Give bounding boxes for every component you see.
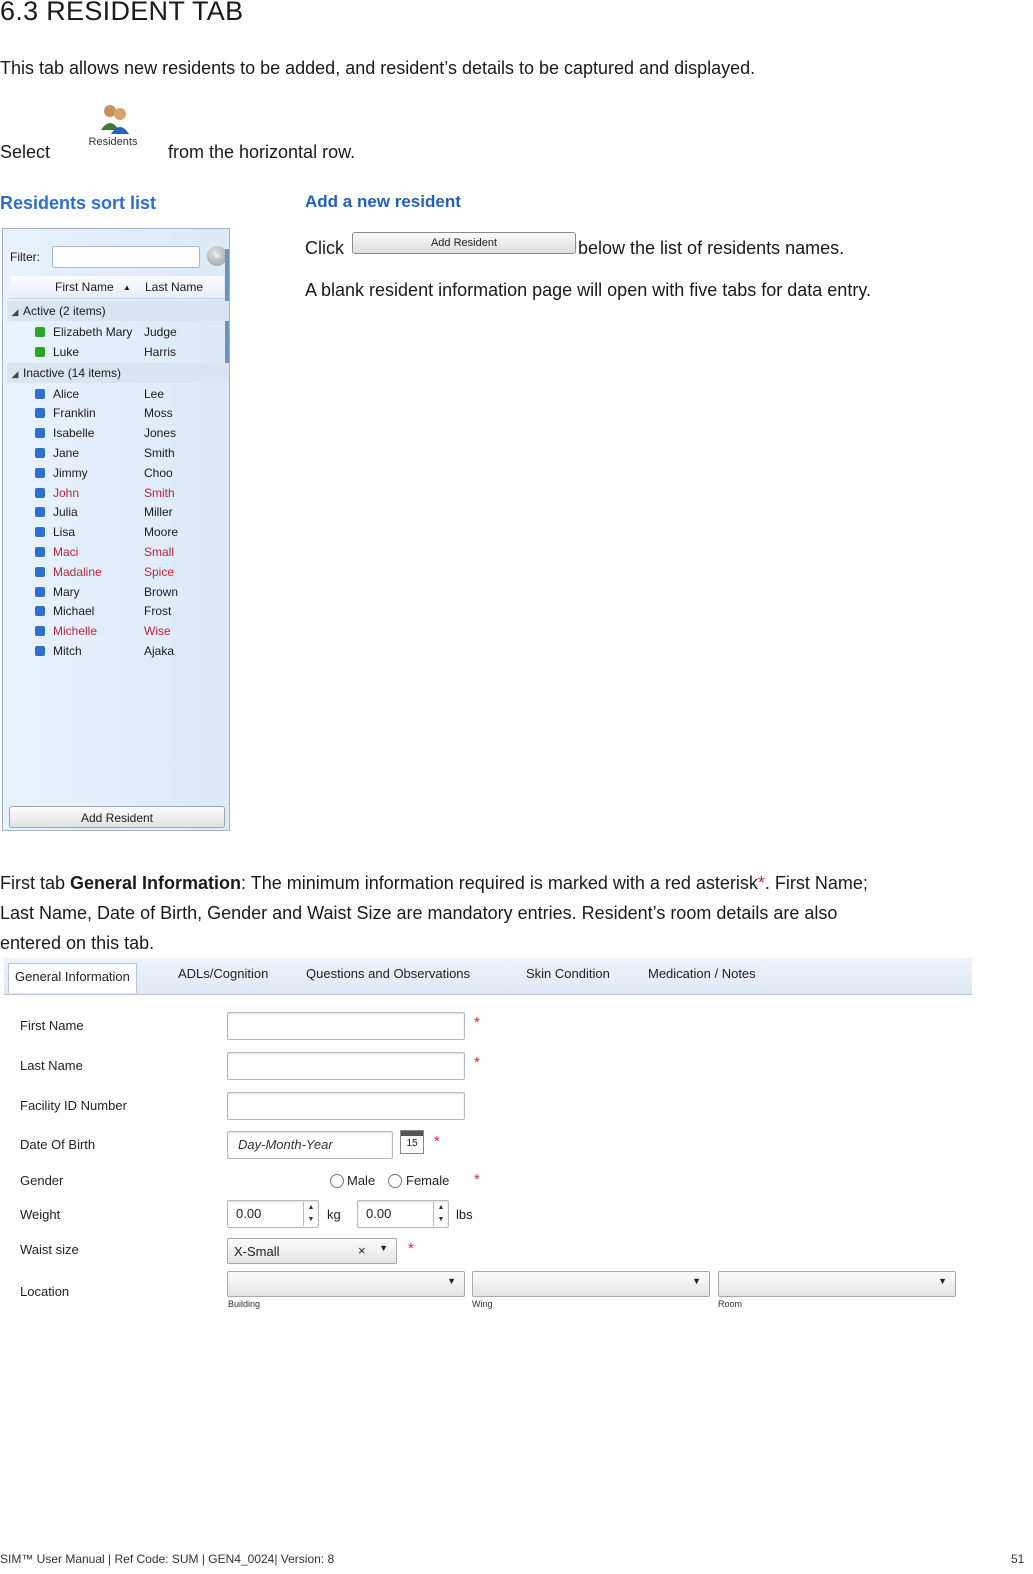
last-name-required: * bbox=[474, 1054, 480, 1071]
first-name: John bbox=[53, 485, 80, 500]
residents-toolbar-button bbox=[80, 100, 146, 156]
last-name-label: Last Name bbox=[20, 1058, 83, 1073]
last-name: Miller bbox=[144, 505, 173, 520]
first-name: Michelle bbox=[53, 624, 98, 639]
list-item[interactable] bbox=[7, 463, 229, 483]
last-name: Lee bbox=[144, 386, 165, 401]
form-tabs bbox=[4, 958, 972, 995]
female-radio[interactable] bbox=[388, 1174, 402, 1188]
chevron-down-icon: ▼ bbox=[447, 1276, 456, 1286]
group-header[interactable] bbox=[7, 301, 229, 321]
list-item[interactable] bbox=[7, 483, 229, 503]
status-dot-icon bbox=[35, 606, 45, 616]
weight-kg-value: 0.00 bbox=[236, 1206, 262, 1221]
first-tab-rest: . First Name; bbox=[764, 873, 868, 893]
male-radio[interactable] bbox=[330, 1174, 344, 1188]
click-suffix: below the list of residents names. bbox=[578, 238, 845, 258]
residents-icon bbox=[80, 100, 146, 136]
facility-id-label: Facility ID Number bbox=[20, 1098, 127, 1113]
first-name: Luke bbox=[53, 344, 80, 359]
first-name-input[interactable] bbox=[227, 1012, 465, 1040]
weight-lbs-value: 0.00 bbox=[366, 1206, 392, 1221]
first-tab-line2: Last Name, Date of Birth, Gender and Waist Size are mandatory entries. Resident’s room details are also bbox=[0, 903, 838, 923]
first-name: Michael bbox=[53, 604, 95, 619]
status-dot-icon bbox=[35, 389, 45, 399]
first-name-label: First Name bbox=[20, 1018, 84, 1033]
page-number: 51 bbox=[1011, 1552, 1025, 1566]
residents-icon-label: Residents bbox=[88, 136, 138, 148]
chevron-down-icon: ▼ bbox=[692, 1276, 701, 1286]
male-label: Male bbox=[347, 1173, 376, 1188]
last-name: Brown bbox=[144, 584, 179, 599]
sort-asc-icon: ▲ bbox=[123, 283, 131, 292]
filter-input[interactable] bbox=[52, 246, 200, 268]
dob-placeholder: Day-Month-Year bbox=[238, 1137, 333, 1152]
page-title: 6.3 RESIDENT TAB bbox=[0, 0, 244, 26]
tab-adls-cognition[interactable]: ADLs/Cognition bbox=[178, 966, 269, 981]
status-dot-icon bbox=[35, 347, 45, 357]
col-first-name[interactable]: First Name bbox=[55, 280, 114, 294]
first-name: Jimmy bbox=[53, 465, 88, 480]
list-item[interactable] bbox=[7, 423, 229, 443]
weight-kg-input[interactable] bbox=[227, 1200, 319, 1228]
group-label: Inactive (14 items) bbox=[23, 365, 122, 380]
waist-size-value: X-Small bbox=[234, 1244, 280, 1259]
list-item[interactable] bbox=[7, 443, 229, 463]
lbs-unit: lbs bbox=[456, 1207, 473, 1222]
list-item[interactable] bbox=[7, 542, 229, 562]
first-name: Julia bbox=[53, 505, 78, 520]
list-item[interactable] bbox=[7, 562, 229, 582]
wing-label: Wing bbox=[472, 1299, 493, 1309]
add-resident-inline-button[interactable]: Add Resident bbox=[352, 232, 576, 254]
first-name: Madaline bbox=[53, 564, 102, 579]
first-tab-mid: : The minimum information required is marked with a red asterisk bbox=[241, 873, 758, 893]
footer-text: SIM™ User Manual | Ref Code: SUM | GEN4_0024| Version: 8 bbox=[0, 1552, 335, 1566]
intro-text: This tab allows new residents to be added, and resident’s details to be captured and displayed. bbox=[0, 58, 756, 78]
click-prefix: Click bbox=[305, 238, 344, 258]
last-name: Small bbox=[144, 545, 175, 559]
column-header bbox=[9, 276, 224, 299]
calendar-icon[interactable]: 15 bbox=[400, 1130, 424, 1154]
room-label: Room bbox=[718, 1299, 743, 1309]
group-label: Active (2 items) bbox=[23, 304, 106, 318]
female-label: Female bbox=[406, 1173, 450, 1188]
status-dot-icon bbox=[35, 428, 45, 438]
weight-label: Weight bbox=[20, 1207, 61, 1222]
select-prefix: Select bbox=[0, 142, 51, 162]
last-name: Smith bbox=[144, 446, 175, 460]
col-last-name[interactable]: Last Name bbox=[145, 280, 204, 294]
last-name: Wise bbox=[144, 624, 171, 639]
blank-page-text: A blank resident information page will open with five tabs for data entry. bbox=[305, 280, 871, 300]
list-item[interactable] bbox=[7, 522, 229, 542]
last-name: Judge bbox=[144, 325, 177, 339]
last-name: Jones bbox=[144, 426, 177, 441]
list-item[interactable] bbox=[7, 342, 229, 362]
status-dot-icon bbox=[35, 547, 45, 557]
collapse-triangle-icon[interactable]: ◢ bbox=[11, 368, 19, 379]
waist-size-select[interactable] bbox=[227, 1238, 397, 1264]
first-name: Alice bbox=[53, 386, 80, 401]
kg-unit: kg bbox=[327, 1207, 341, 1222]
wing-select[interactable] bbox=[472, 1271, 710, 1297]
dob-required: * bbox=[434, 1133, 440, 1150]
last-name: Harris bbox=[144, 344, 176, 359]
status-dot-icon bbox=[35, 567, 45, 577]
list-item[interactable] bbox=[7, 601, 229, 621]
location-label: Location bbox=[20, 1284, 70, 1299]
add-resident-button[interactable]: Add Resident bbox=[9, 806, 225, 828]
first-name: Maci bbox=[53, 545, 79, 559]
first-name: Isabelle bbox=[53, 426, 95, 441]
last-name: Frost bbox=[144, 604, 172, 619]
status-dot-icon bbox=[35, 488, 45, 498]
first-name-required: * bbox=[474, 1014, 480, 1031]
last-name: Smith bbox=[144, 485, 175, 500]
clear-icon[interactable]: × bbox=[358, 1243, 366, 1258]
room-select[interactable] bbox=[718, 1271, 956, 1297]
tab-questions-observations[interactable]: Questions and Observations bbox=[306, 966, 471, 981]
status-dot-icon bbox=[35, 408, 45, 418]
list-item[interactable] bbox=[7, 322, 229, 342]
building-select[interactable] bbox=[227, 1271, 465, 1297]
last-name: Moss bbox=[144, 406, 173, 421]
last-name: Moore bbox=[144, 525, 179, 540]
list-item[interactable] bbox=[7, 582, 229, 602]
red-asterisk: * bbox=[757, 873, 765, 893]
filter-clear-icon[interactable]: » bbox=[207, 246, 227, 266]
tab-medication-notes[interactable]: Medication / Notes bbox=[648, 966, 756, 981]
tab-skin-condition[interactable]: Skin Condition bbox=[526, 966, 610, 981]
weight-kg-spinner[interactable]: ▲ ▼ bbox=[303, 1202, 318, 1226]
first-name: Mitch bbox=[53, 644, 82, 658]
list-item[interactable] bbox=[7, 641, 229, 661]
first-tab-bold: General Information bbox=[70, 873, 242, 893]
first-name: Mary bbox=[53, 584, 80, 599]
last-name: Choo bbox=[144, 465, 173, 480]
facility-id-input[interactable] bbox=[227, 1092, 465, 1120]
first-name: Lisa bbox=[53, 525, 76, 540]
collapse-triangle-icon[interactable]: ◢ bbox=[11, 307, 19, 317]
residents-sort-list-heading: Residents sort list bbox=[0, 193, 157, 213]
chevron-down-icon: ▼ bbox=[379, 1243, 388, 1253]
status-dot-icon bbox=[35, 448, 45, 458]
first-tab-prefix: First tab bbox=[0, 873, 71, 893]
weight-lbs-spinner[interactable]: ▲ ▼ bbox=[433, 1202, 448, 1226]
weight-lbs-input[interactable] bbox=[357, 1200, 449, 1228]
last-name-input[interactable] bbox=[227, 1052, 465, 1080]
add-new-resident-heading: Add a new resident bbox=[305, 192, 461, 211]
list-item[interactable] bbox=[7, 403, 229, 423]
first-name: Franklin bbox=[53, 406, 96, 421]
status-dot-icon bbox=[35, 327, 45, 337]
waist-size-label: Waist size bbox=[20, 1242, 79, 1257]
status-dot-icon bbox=[35, 587, 45, 597]
gender-required: * bbox=[474, 1171, 480, 1188]
first-name: Elizabeth Mary bbox=[53, 325, 133, 339]
filter-label: Filter: bbox=[10, 250, 40, 264]
list-item[interactable] bbox=[7, 384, 229, 404]
general-information-form bbox=[4, 958, 972, 1330]
tab-general-information[interactable]: General Information bbox=[8, 963, 137, 993]
building-label: Building bbox=[228, 1299, 261, 1309]
last-name: Ajaka bbox=[144, 644, 175, 658]
status-dot-icon bbox=[35, 527, 45, 537]
status-dot-icon bbox=[35, 507, 45, 517]
status-dot-icon bbox=[35, 468, 45, 478]
list-item[interactable] bbox=[7, 502, 229, 522]
status-dot-icon bbox=[35, 646, 45, 656]
residents-list-panel bbox=[2, 228, 230, 831]
select-suffix: from the horizontal row. bbox=[168, 142, 356, 162]
first-tab-line3: entered on this tab. bbox=[0, 933, 155, 953]
chevron-down-icon: ▼ bbox=[938, 1276, 947, 1286]
first-name: Jane bbox=[53, 446, 80, 460]
first-tab-description bbox=[0, 868, 1025, 958]
last-name: Spice bbox=[144, 564, 175, 579]
list-item[interactable] bbox=[7, 621, 229, 641]
gender-label: Gender bbox=[20, 1173, 64, 1188]
waist-required: * bbox=[408, 1240, 414, 1257]
status-dot-icon bbox=[35, 626, 45, 636]
group-header[interactable] bbox=[7, 363, 229, 383]
dob-label: Date Of Birth bbox=[20, 1137, 96, 1152]
